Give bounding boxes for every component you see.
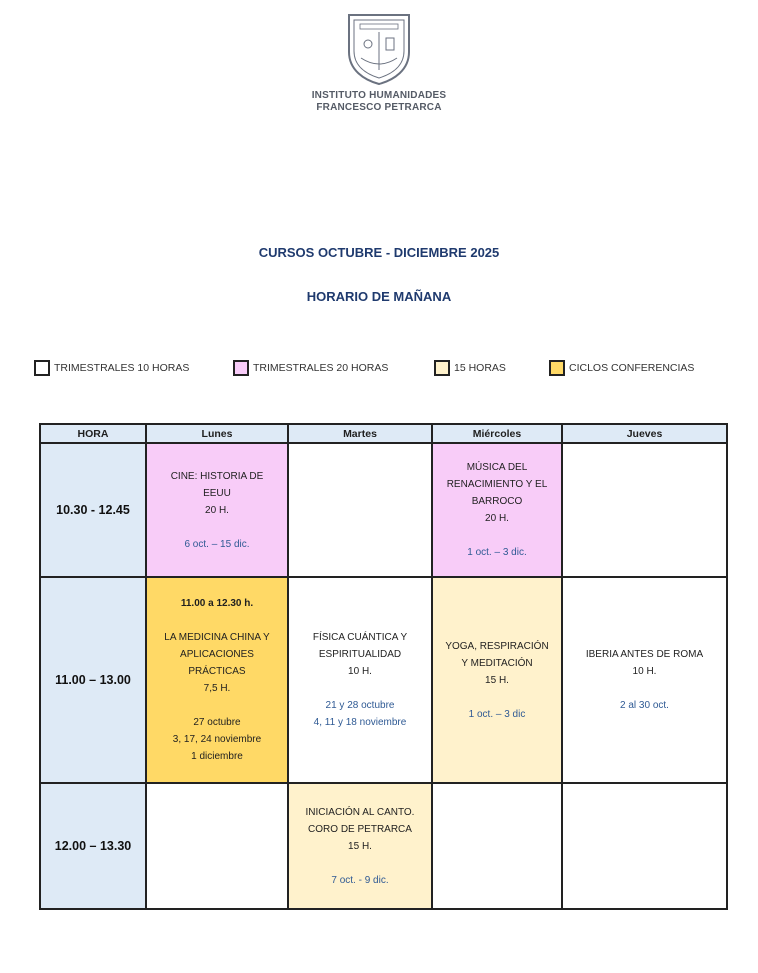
hour-cell: 11.00 – 13.00	[40, 577, 146, 783]
course-dates: 2 al 30 oct.	[620, 700, 669, 711]
institution-name-line2: FRANCESCO PETRARCA	[316, 102, 442, 113]
course-text: LA MEDICINA CHINA Y	[164, 632, 270, 643]
course-hours: 15 H.	[348, 840, 372, 852]
course-text: MÚSICA DEL	[466, 462, 528, 473]
course-hours: 7,5 H.	[203, 683, 231, 694]
course-dates: 21 y 28 octubre	[325, 700, 395, 711]
course-dates: 1 diciembre	[191, 751, 243, 762]
course-text: PRÁCTICAS	[188, 666, 246, 677]
course-dates: 6 oct. – 15 dic.	[184, 538, 250, 550]
legend-label: TRIMESTRALES 10 HORAS	[54, 362, 190, 374]
institute-logo	[0, 12, 758, 114]
legend-swatch-cream	[434, 360, 450, 376]
legend-item-20h	[233, 360, 388, 376]
schedule-table	[39, 423, 728, 910]
course-cell	[288, 577, 432, 783]
course-text: CINE: HISTORIA DE	[170, 470, 264, 482]
legend-label: CICLOS CONFERENCIAS	[569, 362, 695, 374]
legend-swatch-white	[34, 360, 50, 376]
crest-icon	[346, 12, 412, 86]
empty-cell	[146, 783, 288, 909]
course-cell	[288, 783, 432, 909]
course-cell	[432, 443, 562, 577]
course-hours: 10 H.	[632, 666, 657, 677]
document-subtitle: HORARIO DE MAÑANA	[306, 289, 452, 304]
hour-cell: 12.00 – 13.30	[40, 783, 146, 909]
course-text: INICIACIÓN AL CANTO.	[305, 806, 415, 818]
institution-name-line1: INSTITUTO HUMANIDADES	[311, 90, 447, 101]
course-text: RENACIMIENTO Y EL	[446, 479, 548, 490]
course-text: CORO DE PETRARCA	[308, 823, 412, 835]
legend-swatch-pink	[233, 360, 249, 376]
course-hours: 20 H.	[485, 513, 509, 524]
legend-item-ciclos	[549, 360, 694, 376]
course-text: YOGA, RESPIRACIÓN	[445, 640, 549, 652]
empty-cell	[288, 443, 432, 577]
column-header-hora: HORA	[40, 424, 146, 443]
course-hours: 20 H.	[205, 504, 229, 516]
empty-cell	[562, 443, 727, 577]
course-hours: 15 H.	[485, 674, 509, 686]
course-dates: 27 octubre	[193, 717, 241, 728]
course-cell	[432, 577, 562, 783]
course-text: APLICACIONES	[180, 649, 254, 660]
legend-label: 15 HORAS	[454, 362, 506, 374]
course-dates: 1 oct. – 3 dic	[468, 708, 526, 720]
table-row	[40, 783, 727, 909]
course-cell	[562, 577, 727, 783]
column-header-lunes: Lunes	[146, 424, 288, 443]
hour-cell: 10.30 - 12.45	[40, 443, 146, 577]
course-text: IBERIA ANTES DE ROMA	[585, 649, 704, 660]
course-dates: 3, 17, 24 noviembre	[172, 734, 262, 745]
document-title: CURSOS OCTUBRE - DICIEMBRE 2025	[258, 245, 500, 260]
course-text: Y MEDITACIÓN	[461, 657, 533, 669]
legend-label: TRIMESTRALES 20 HORAS	[253, 362, 389, 374]
course-hours: 10 H.	[348, 666, 372, 677]
course-dates: 7 oct. - 9 dic.	[331, 874, 389, 886]
course-cell	[146, 443, 288, 577]
legend-item-15h	[434, 360, 506, 376]
course-text: FÍSICA CUÁNTICA Y	[312, 632, 408, 643]
course-dates: 4, 11 y 18 noviembre	[313, 717, 407, 728]
column-header-miercoles: Miércoles	[432, 424, 562, 443]
course-text: BARROCO	[471, 496, 523, 507]
legend-item-10h	[34, 360, 189, 376]
table-row	[40, 577, 727, 783]
course-time: 11.00 a 12.30 h.	[180, 598, 254, 609]
legend-swatch-gold	[549, 360, 565, 376]
course-dates: 1 oct. – 3 dic.	[467, 547, 527, 558]
course-cell	[146, 577, 288, 783]
table-row	[40, 443, 727, 577]
course-text: EEUU	[203, 487, 231, 499]
empty-cell	[432, 783, 562, 909]
column-header-martes: Martes	[288, 424, 432, 443]
course-text: ESPIRITUALIDAD	[318, 649, 402, 660]
column-header-jueves: Jueves	[562, 424, 727, 443]
table-header-row	[40, 424, 727, 443]
empty-cell	[562, 783, 727, 909]
